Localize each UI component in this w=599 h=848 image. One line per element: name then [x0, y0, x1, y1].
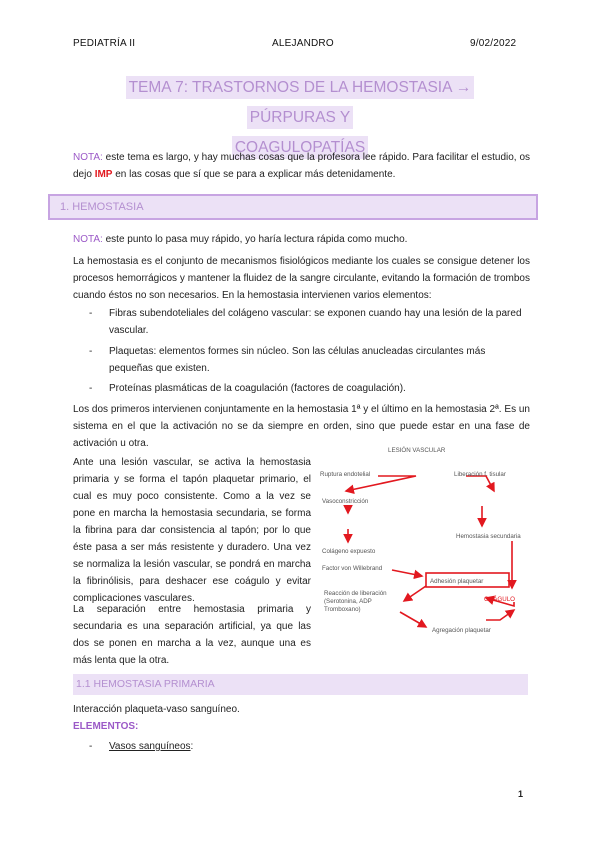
header-course: PEDIATRÍA II	[73, 38, 136, 49]
diagram-label: Adhesión plaquetar	[430, 578, 484, 585]
title-line1: TEMA 7: TRASTORNOS DE LA HEMOSTASIA → PÚRPURAS Y	[126, 76, 475, 129]
bullet-marker: -	[89, 308, 93, 319]
note-label: NOTA:	[73, 152, 103, 163]
paragraph-activation: Los dos primeros intervienen conjuntamente en la hemostasia 1ª y el último en la hemostasia 2ª. Es un sistema en el que la activación no se da siempre en orden, sino que puede estar en una fase de activación u otra.	[73, 404, 530, 449]
diagram-label: Liberación f. tisular	[454, 471, 506, 478]
diagram-label: Tromboxano)	[324, 606, 361, 613]
diagram-label: Ruptura endotelial	[320, 471, 371, 478]
header-date: 9/02/2022	[470, 38, 517, 49]
page-number: 1	[518, 789, 524, 799]
paragraph-interaction: Interacción plaqueta-vaso sanguíneo.	[73, 704, 240, 715]
diagram-label: Colágeno expuesto	[322, 548, 376, 555]
arrow	[392, 570, 422, 576]
section-heading-hemostasia: 1. HEMOSTASIA	[48, 194, 538, 220]
diagram-label: Vasoconstricción	[322, 498, 369, 505]
bullet-marker: -	[89, 346, 93, 357]
paragraph-separation: La separación entre hemostasia primaria y secundaria es una separación artificial, ya que las dos se ponen en marcha a la vez, aunque una es más lenta que la otra.	[73, 604, 311, 666]
diagram-label: Agregación plaquetar	[432, 627, 491, 634]
bullet-vessels	[109, 738, 530, 755]
intro-paragraph: La hemostasia es el conjunto de mecanismos fisiológicos mediante los cuales se consigue detener los procesos hemorrágicos y mantener la fluidez de la sangre circulante, evitando la formación de trombos cuando éstos no son necesarios. En la hemostasia intervienen varios elementos:	[73, 256, 530, 301]
elements-heading: ELEMENTOS:	[73, 721, 139, 732]
vessels-label: Vasos sanguíneos	[109, 741, 191, 752]
note-text-b: en las cosas que sí que se para a explicar más detenidamente.	[112, 169, 396, 180]
vessels-colon: :	[190, 741, 194, 752]
arrow	[466, 476, 494, 491]
note-paragraph	[73, 149, 530, 183]
bullet-item: Plaquetas: elementos formes sin núcleo. Son las células anucleadas circulantes más pequeñas que existen.	[109, 346, 486, 374]
diagram-label: Hemostasia secundaria	[456, 533, 521, 540]
paragraph-lesion: Ante una lesión vascular, se activa la hemostasia primaria y se forma el tapón plaquetar primario, el cual es muy poco consistente. Como a la vez se pone en marcha la hemostasia secundaria, se forma la fibrina para dar consistencia al tapón; por lo que éste pasa a ser más resistente y duradero. Una vez se normaliza la lesión vascular, se pondrá en marcha la fibrinólisis, para deshacer ese coágulo y evitar complicaciones vasculares.	[73, 457, 311, 604]
note2-paragraph	[73, 231, 530, 248]
title-line2: COAGULOPATÍAS	[232, 136, 368, 159]
subsection-heading: 1.1 HEMOSTASIA PRIMARIA	[73, 674, 528, 695]
hemostasis-diagram	[316, 440, 538, 640]
arrow	[404, 586, 426, 601]
imp-mark: IMP	[94, 169, 113, 180]
header-author: ALEJANDRO	[272, 38, 334, 49]
bullet-item: Proteínas plasmáticas de la coagulación (factores de coagulación).	[109, 383, 406, 394]
arrow	[346, 476, 416, 491]
diagram-label: LESIÓN VASCULAR	[388, 447, 446, 454]
arrow	[486, 610, 514, 620]
note-text-a: este tema es largo, y hay muchas cosas que la profesora lee rápido. Para facilitar el estudio, os dejo	[73, 152, 530, 180]
bullet-marker: -	[89, 383, 93, 394]
arrow	[400, 612, 426, 627]
bullet-item: Fibras subendoteliales del colágeno vascular: se exponen cuando hay una lesión de la pared vascular.	[109, 308, 522, 336]
diagram-label: (Serotonina, ADP	[324, 598, 372, 605]
diagram-label: Factor von Willebrand	[322, 565, 383, 572]
note2-label: NOTA:	[73, 234, 103, 245]
note2-text: este punto lo pasa muy rápido, yo haría lectura rápida como mucho.	[102, 234, 408, 245]
coagulo-label: COÁGULO	[484, 596, 515, 603]
diagram-label: Reacción de liberación	[324, 590, 387, 597]
bullet-marker: -	[89, 741, 93, 752]
